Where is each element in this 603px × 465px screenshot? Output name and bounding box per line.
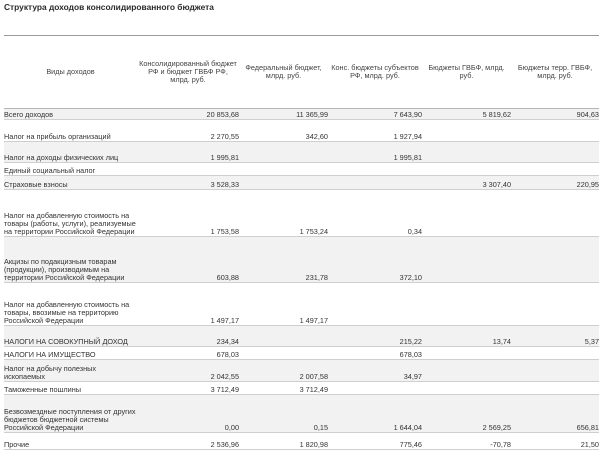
- cell-regional: 1 995,81: [328, 142, 422, 163]
- col-header-federal: Федеральный бюджет, млрд. руб.: [239, 36, 328, 109]
- cell-federal: 1 497,17: [239, 283, 328, 326]
- cell-gvbf: 3 307,40: [422, 176, 511, 190]
- cell-federal: 342,60: [239, 120, 328, 142]
- header-row: [4, 36, 599, 109]
- cell-gvbf: [422, 347, 511, 360]
- cell-regional: 34,97: [328, 360, 422, 382]
- table-row: [4, 433, 599, 450]
- cell-regional: 775,46: [328, 433, 422, 450]
- cell-terr-gvbf: [511, 142, 599, 163]
- cell-gvbf: [422, 163, 511, 176]
- cell-regional: 7 643,90: [328, 109, 422, 120]
- col-header-consolidated: Консолидированный бюджет РФ и бюджет ГВБФ РФ, млрд. руб.: [137, 36, 239, 109]
- cell-federal: [239, 142, 328, 163]
- cell-consolidated: [137, 163, 239, 176]
- cell-gvbf: [422, 142, 511, 163]
- cell-gvbf: 5 819,62: [422, 109, 511, 120]
- cell-consolidated: 603,88: [137, 237, 239, 283]
- cell-terr-gvbf: [511, 163, 599, 176]
- cell-consolidated: 3 712,49: [137, 382, 239, 395]
- cell-federal: 11 365,99: [239, 109, 328, 120]
- row-name: Налог на добавленную стоимость на товары (работы, услуги), реализуемые на территории Российской Федерации: [4, 190, 137, 237]
- cell-federal: 0,15: [239, 395, 328, 433]
- cell-gvbf: 2 569,25: [422, 395, 511, 433]
- cell-terr-gvbf: [511, 190, 599, 237]
- cell-regional: 1 927,94: [328, 120, 422, 142]
- col-header-regional: Конс. бюджеты субъектов РФ, млрд. руб.: [328, 36, 422, 109]
- table-row: [4, 176, 599, 190]
- table-row: [4, 163, 599, 176]
- table-row: [4, 283, 599, 326]
- cell-consolidated: 1 995,81: [137, 142, 239, 163]
- cell-consolidated: 20 853,68: [137, 109, 239, 120]
- cell-regional: 1 644,04: [328, 395, 422, 433]
- row-name: Страховые взносы: [4, 176, 137, 190]
- row-name: Налог на добычу полезных ископаемых: [4, 360, 137, 382]
- table-row: [4, 360, 599, 382]
- cell-consolidated: 234,34: [137, 326, 239, 347]
- row-name: Безвозмездные поступления от других бюджетов бюджетной системы Российской Федерации: [4, 395, 137, 433]
- cell-regional: 215,22: [328, 326, 422, 347]
- row-name: Таможенные пошлины: [4, 382, 137, 395]
- table-title: Структура доходов консолидированного бюджета: [4, 2, 214, 12]
- cell-federal: [239, 176, 328, 190]
- cell-terr-gvbf: [511, 237, 599, 283]
- cell-consolidated: 3 528,33: [137, 176, 239, 190]
- cell-consolidated: 2 270,55: [137, 120, 239, 142]
- cell-regional: 678,03: [328, 347, 422, 360]
- row-name: Единый социальный налог: [4, 163, 137, 176]
- revenue-table: [4, 35, 599, 450]
- table-row: [4, 347, 599, 360]
- cell-regional: [328, 283, 422, 326]
- cell-gvbf: 13,74: [422, 326, 511, 347]
- table-row: [4, 326, 599, 347]
- cell-gvbf: [422, 360, 511, 382]
- cell-regional: [328, 163, 422, 176]
- cell-consolidated: 0,00: [137, 395, 239, 433]
- cell-gvbf: [422, 382, 511, 395]
- table-row: [4, 109, 599, 120]
- cell-terr-gvbf: [511, 347, 599, 360]
- cell-terr-gvbf: 5,37: [511, 326, 599, 347]
- cell-regional: 0,34: [328, 190, 422, 237]
- cell-federal: 231,78: [239, 237, 328, 283]
- cell-gvbf: -70,78: [422, 433, 511, 450]
- cell-gvbf: [422, 120, 511, 142]
- table-row: [4, 382, 599, 395]
- cell-terr-gvbf: [511, 120, 599, 142]
- cell-federal: [239, 163, 328, 176]
- table-row: [4, 395, 599, 433]
- cell-consolidated: 1 497,17: [137, 283, 239, 326]
- row-name: Всего доходов: [4, 109, 137, 120]
- cell-consolidated: 1 753,58: [137, 190, 239, 237]
- table-row: [4, 237, 599, 283]
- cell-consolidated: 678,03: [137, 347, 239, 360]
- cell-consolidated: 2 536,96: [137, 433, 239, 450]
- row-name: Акцизы по подакцизным товарам (продукции), производимым на территории Российской Федерации: [4, 237, 137, 283]
- cell-terr-gvbf: [511, 283, 599, 326]
- cell-federal: 3 712,49: [239, 382, 328, 395]
- cell-terr-gvbf: 21,50: [511, 433, 599, 450]
- cell-gvbf: [422, 237, 511, 283]
- cell-regional: [328, 176, 422, 190]
- cell-federal: 2 007,58: [239, 360, 328, 382]
- cell-regional: 372,10: [328, 237, 422, 283]
- cell-regional: [328, 382, 422, 395]
- row-name: Прочие: [4, 433, 137, 450]
- cell-terr-gvbf: 220,95: [511, 176, 599, 190]
- cell-federal: [239, 326, 328, 347]
- cell-consolidated: 2 042,55: [137, 360, 239, 382]
- col-header-gvbf: Бюджеты ГВБФ, млрд. руб.: [422, 36, 511, 109]
- row-name: Налог на добавленную стоимость на товары, ввозимые на территорию Российской Федерации: [4, 283, 137, 326]
- cell-terr-gvbf: [511, 382, 599, 395]
- row-name: НАЛОГИ НА ИМУЩЕСТВО: [4, 347, 137, 360]
- cell-federal: 1 753,24: [239, 190, 328, 237]
- cell-terr-gvbf: 904,63: [511, 109, 599, 120]
- row-name: Налог на прибыль организаций: [4, 120, 137, 142]
- cell-federal: 1 820,98: [239, 433, 328, 450]
- row-name: НАЛОГИ НА СОВОКУПНЫЙ ДОХОД: [4, 326, 137, 347]
- table-row: [4, 190, 599, 237]
- row-name: Налог на доходы физических лиц: [4, 142, 137, 163]
- table-row: [4, 142, 599, 163]
- col-header-type: Виды доходов: [4, 36, 137, 109]
- cell-terr-gvbf: 656,81: [511, 395, 599, 433]
- cell-terr-gvbf: [511, 360, 599, 382]
- cell-gvbf: [422, 190, 511, 237]
- table-row: [4, 120, 599, 142]
- col-header-terr-gvbf: Бюджеты терр. ГВБФ, млрд. руб.: [511, 36, 599, 109]
- cell-federal: [239, 347, 328, 360]
- cell-gvbf: [422, 283, 511, 326]
